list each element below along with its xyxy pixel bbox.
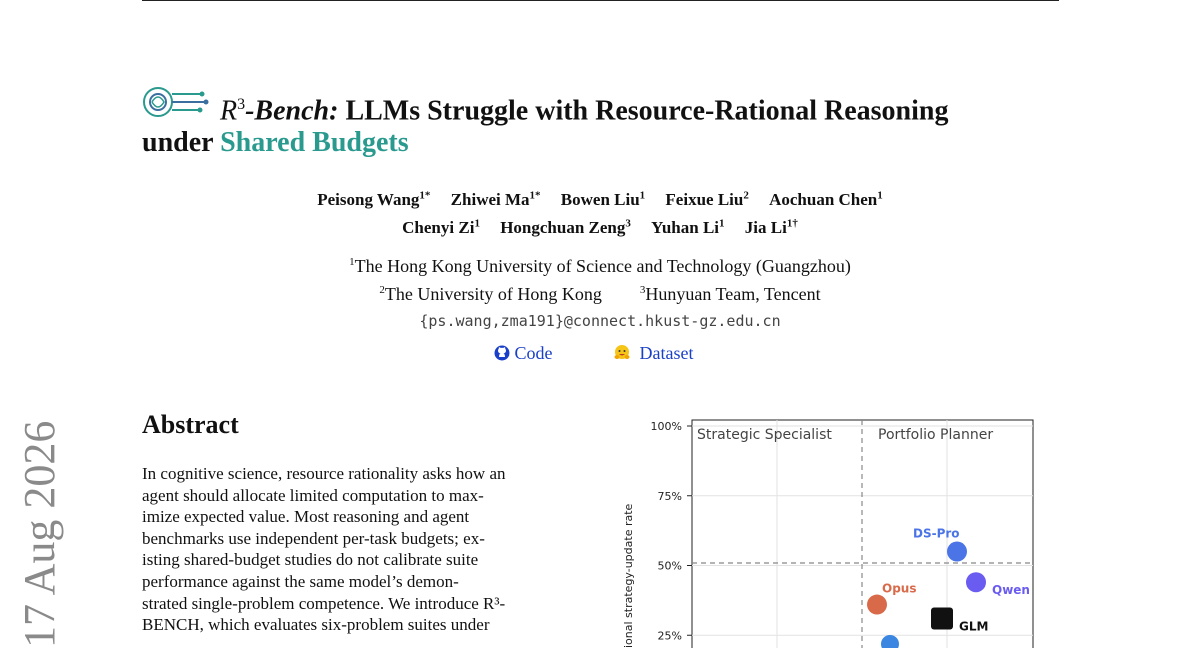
point-label: GLM xyxy=(959,619,989,634)
point-marker xyxy=(867,595,887,615)
abstract-line: performance against the same model’s demon- xyxy=(142,571,459,591)
github-icon xyxy=(494,345,510,361)
top-rule xyxy=(142,0,1059,1)
point-marker xyxy=(931,608,953,630)
abstract-line: imize expected value. Most reasoning and agent xyxy=(142,507,470,527)
abstract-line: BENCH, which evaluates six-problem suites under xyxy=(142,615,490,635)
authors-row-1 xyxy=(0,189,1200,210)
author: Zhiwei $Ma^{1*}$ xyxy=(450,189,541,209)
point-ds-pro xyxy=(913,527,967,562)
y-tick-label: 100% xyxy=(650,420,682,433)
brain-chip-logo-icon xyxy=(142,84,210,120)
contact-email: {ps.wang,zma191}@connect.hkust-gz.edu.cn xyxy=(419,312,781,330)
paper-title-line1: $R^3$-Bench: LLMs Struggle with Resource-Rational Reasoning xyxy=(220,95,949,127)
abstract-line: In cognitive science, resource rationality asks how an xyxy=(142,464,506,483)
authors-row-2 xyxy=(0,217,1200,238)
author: Yuhan Li$^1$ xyxy=(651,217,725,237)
author: Bowen Liu$^1$ xyxy=(560,189,646,209)
paper-title-line2: under Shared Budgets xyxy=(142,127,409,158)
affiliation-2-3: $^2$The University of Hong Kong $^3$Hunyuan Team, Tencent xyxy=(379,284,821,304)
abstract-line: agent should allocate limited computation to max- xyxy=(142,485,484,505)
affiliation-1: $^1$The Hong Kong University of Science and Technology (Guangzhou) xyxy=(349,256,851,276)
point-opus xyxy=(867,582,916,615)
y-tick-label: 50% xyxy=(657,559,682,573)
huggingface-icon xyxy=(613,344,631,362)
abstract-heading: Abstract xyxy=(142,410,239,439)
abstract-line: strated single-problem competence. We introduce R³- xyxy=(142,593,506,613)
quadrant-label-strategic-specialist: Strategic Specialist xyxy=(697,427,832,443)
partial-model-icon xyxy=(881,635,899,648)
author: Aochuan Chen$^1$ xyxy=(769,189,883,209)
point-label: DS-Pro xyxy=(913,526,960,541)
author: Peisong Wang$^{1*}$ xyxy=(317,189,431,209)
code-link[interactable]: Code xyxy=(494,343,553,364)
abstract-line: isting shared-budget studies do not calibrate suite xyxy=(142,550,479,570)
y-axis-label: ional strategy-update rate xyxy=(622,503,635,648)
quadrant-label-portfolio-planner: Portfolio Planner xyxy=(878,427,994,443)
y-tick-label: 75% xyxy=(657,489,682,503)
author: Hongchuan Zeng$^3$ xyxy=(500,217,631,237)
author: Jia $Li^{1\dagger}$ xyxy=(744,217,798,237)
abstract-line: benchmarks use independent per-task budgets; ex- xyxy=(142,528,485,548)
point-label: Opus xyxy=(882,581,917,596)
point-glm xyxy=(931,608,988,634)
strategy-update-chart xyxy=(620,412,1040,648)
point-label: Qwen xyxy=(992,583,1030,598)
author: Chenyi Zi$^1$ xyxy=(402,217,480,237)
arxiv-side-stamp: 17 Aug 2026 xyxy=(15,420,64,648)
dataset-link[interactable]: Dataset xyxy=(613,343,693,364)
point-qwen xyxy=(966,572,1030,597)
point-marker xyxy=(966,572,986,592)
y-tick-label: 25% xyxy=(657,629,682,643)
author: Feixue Liu$^2$ xyxy=(665,189,749,209)
point-marker xyxy=(947,542,967,562)
abstract-text xyxy=(142,463,602,636)
